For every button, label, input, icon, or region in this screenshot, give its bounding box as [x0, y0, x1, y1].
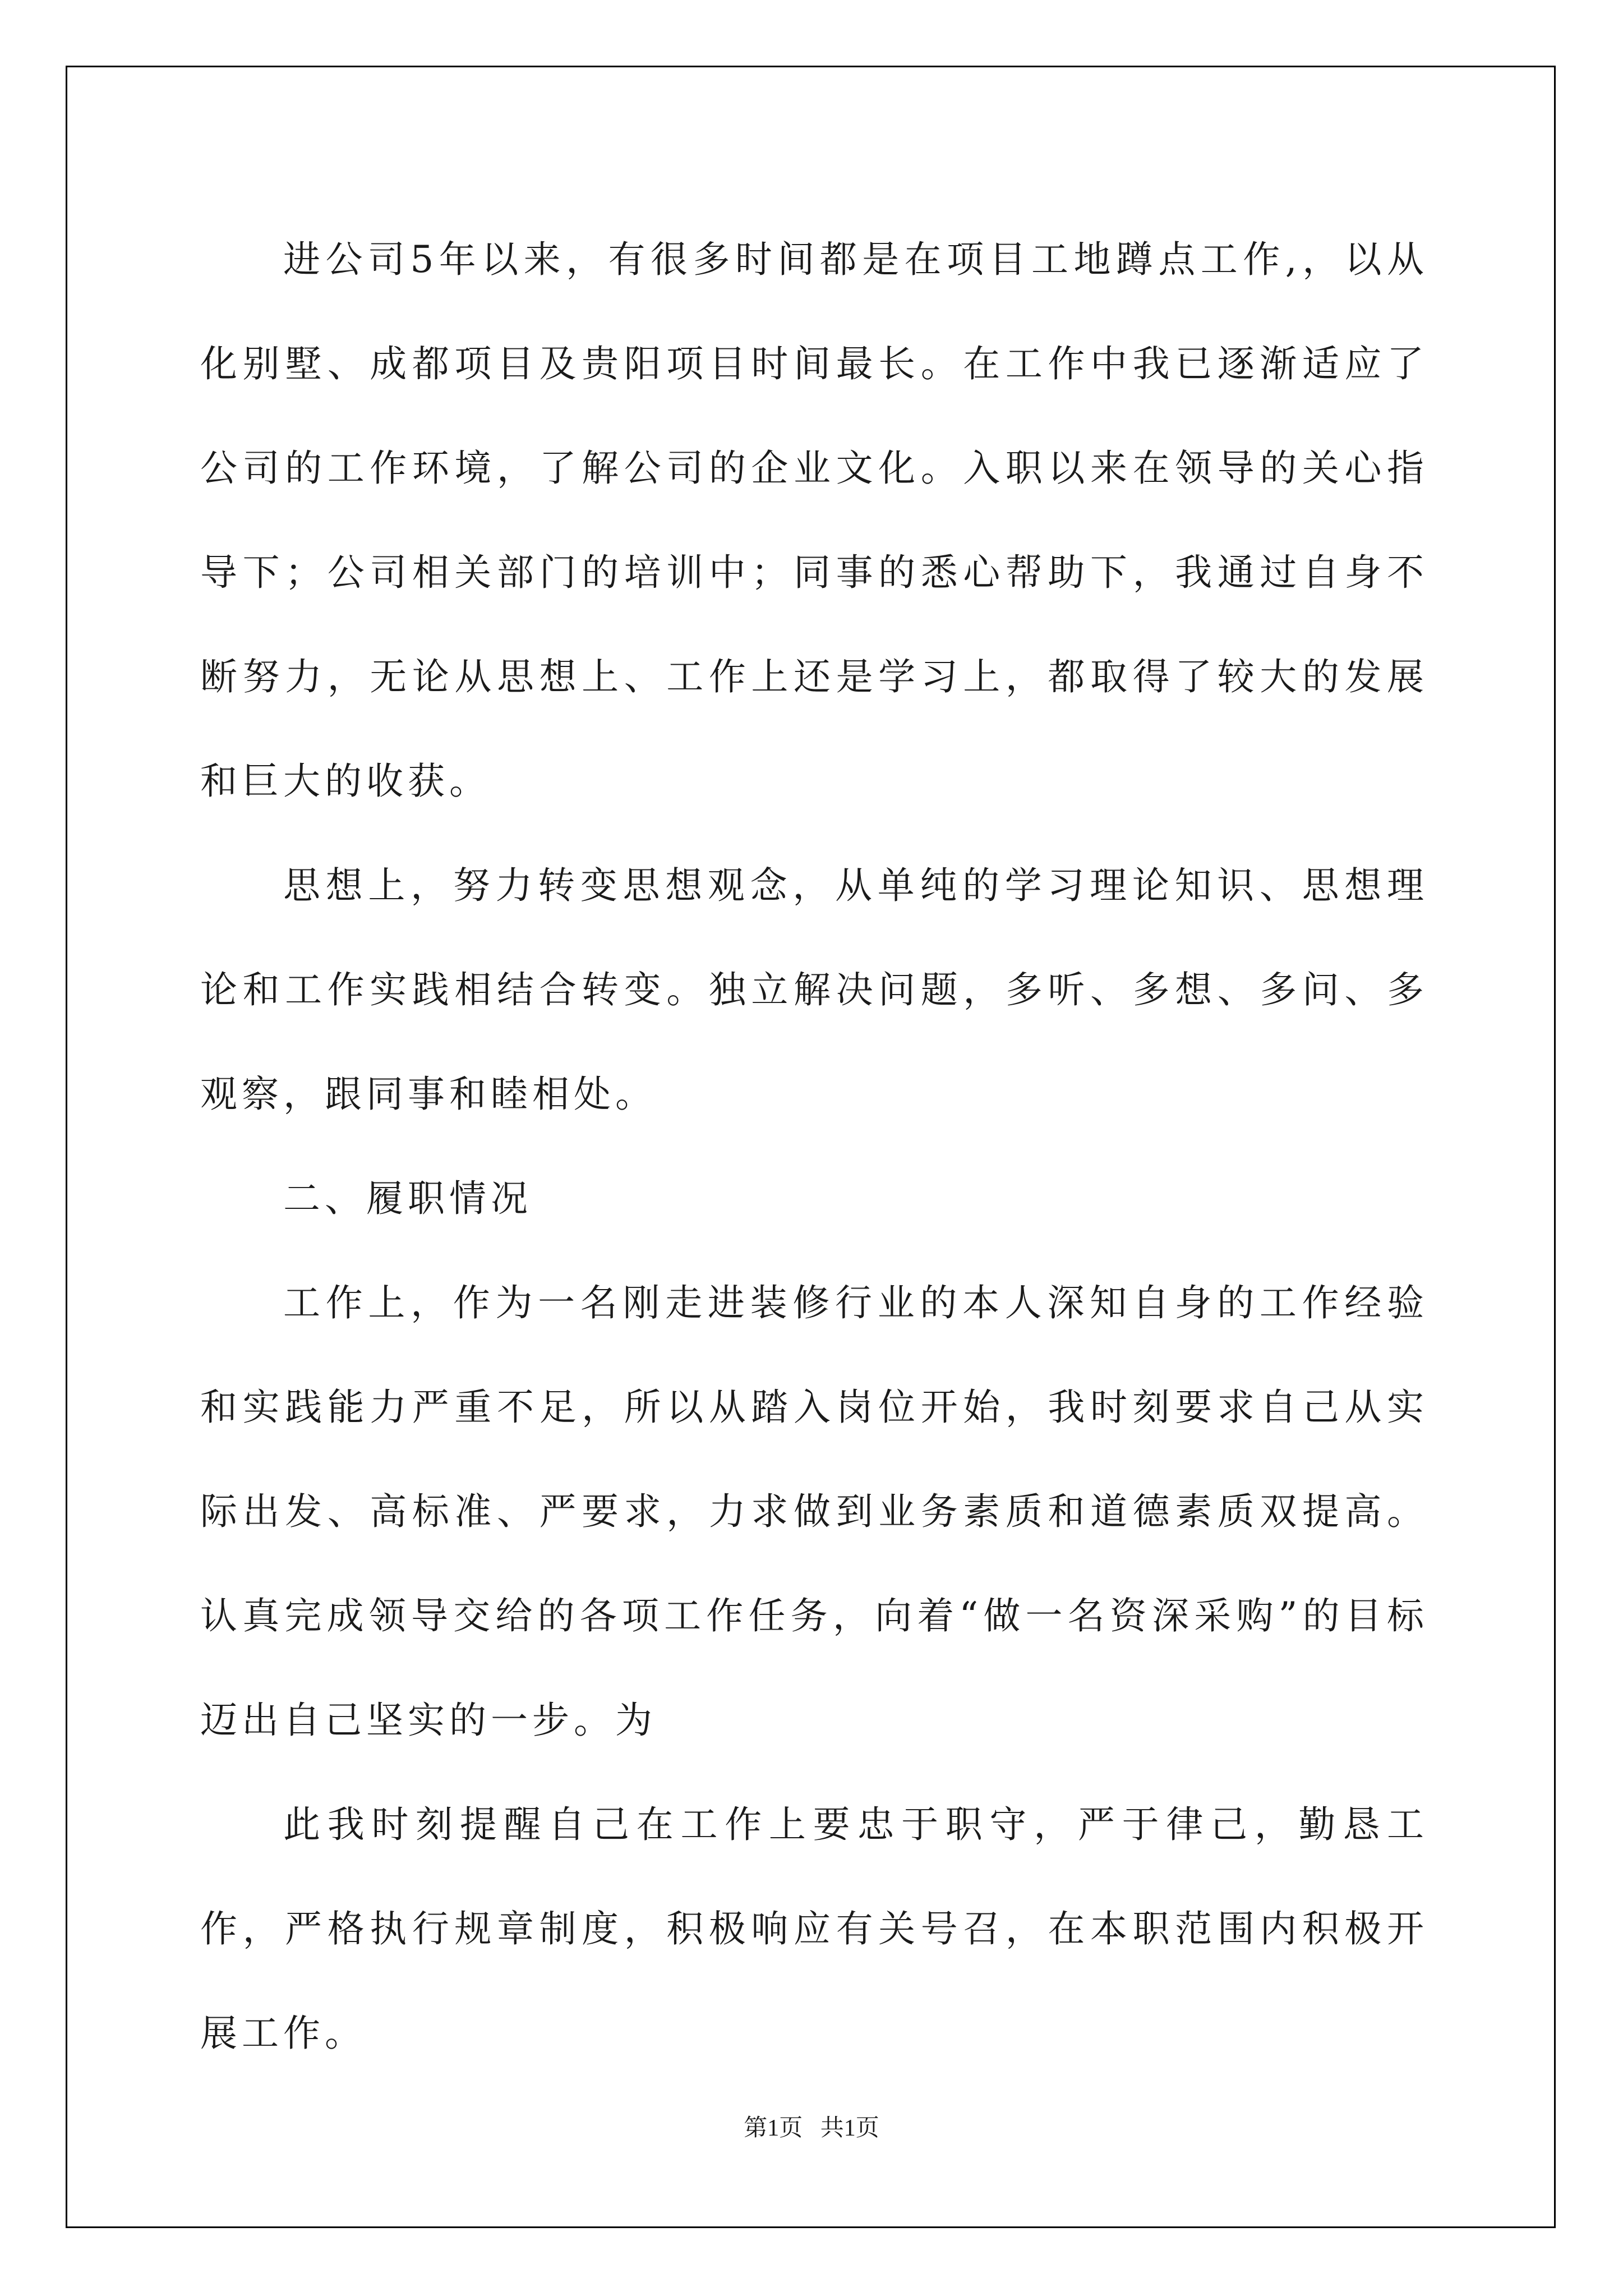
- page-footer: [0, 2109, 1623, 2143]
- page-total: 共1页: [820, 2115, 879, 2141]
- paragraph-thought: 思想上，努力转变思想观念，从单纯的学习理论知识、思想理论和工作实践相结合转变。独立解决问题，多听、多想、多问、多观察，跟同事和睦相处。: [200, 864, 1428, 1116]
- paragraph-intro: 进公司5年以来，有很多时间都是在项目工地蹲点工作,，以从化别墅、成都项目及贵阳项目时间最长。在工作中我已逐渐适应了公司的工作环境，了解公司的企业文化。入职以来在领导的关心指导下；公司相关部门的培训中；同事的悉心帮助下，我通过自身不断努力，无论从思想上、工作上还是学习上，都取得了较大的发展和巨大的收获。: [200, 238, 1428, 803]
- paragraph-duty: 此我时刻提醒自己在工作上要忠于职守，严于律己，勤恳工作，严格执行规章制度，积极响应有关号召，在本职范围内积极开展工作。: [200, 1803, 1428, 2055]
- paragraph-work: 工作上，作为一名刚走进装修行业的本人深知自身的工作经验和实践能力严重不足，所以从踏入岗位开始，我时刻要求自己从实际出发、高标准、严要求，力求做到业务素质和道德素质双提高。认真完成领导交给的各项工作任务，向着“做一名资深采购”的目标迈出自己坚实的一步。为: [200, 1281, 1428, 1742]
- section-heading: 二、履职情况: [283, 1177, 532, 1220]
- page-number: 第1页: [744, 2115, 803, 2141]
- document-body: [200, 208, 1428, 2086]
